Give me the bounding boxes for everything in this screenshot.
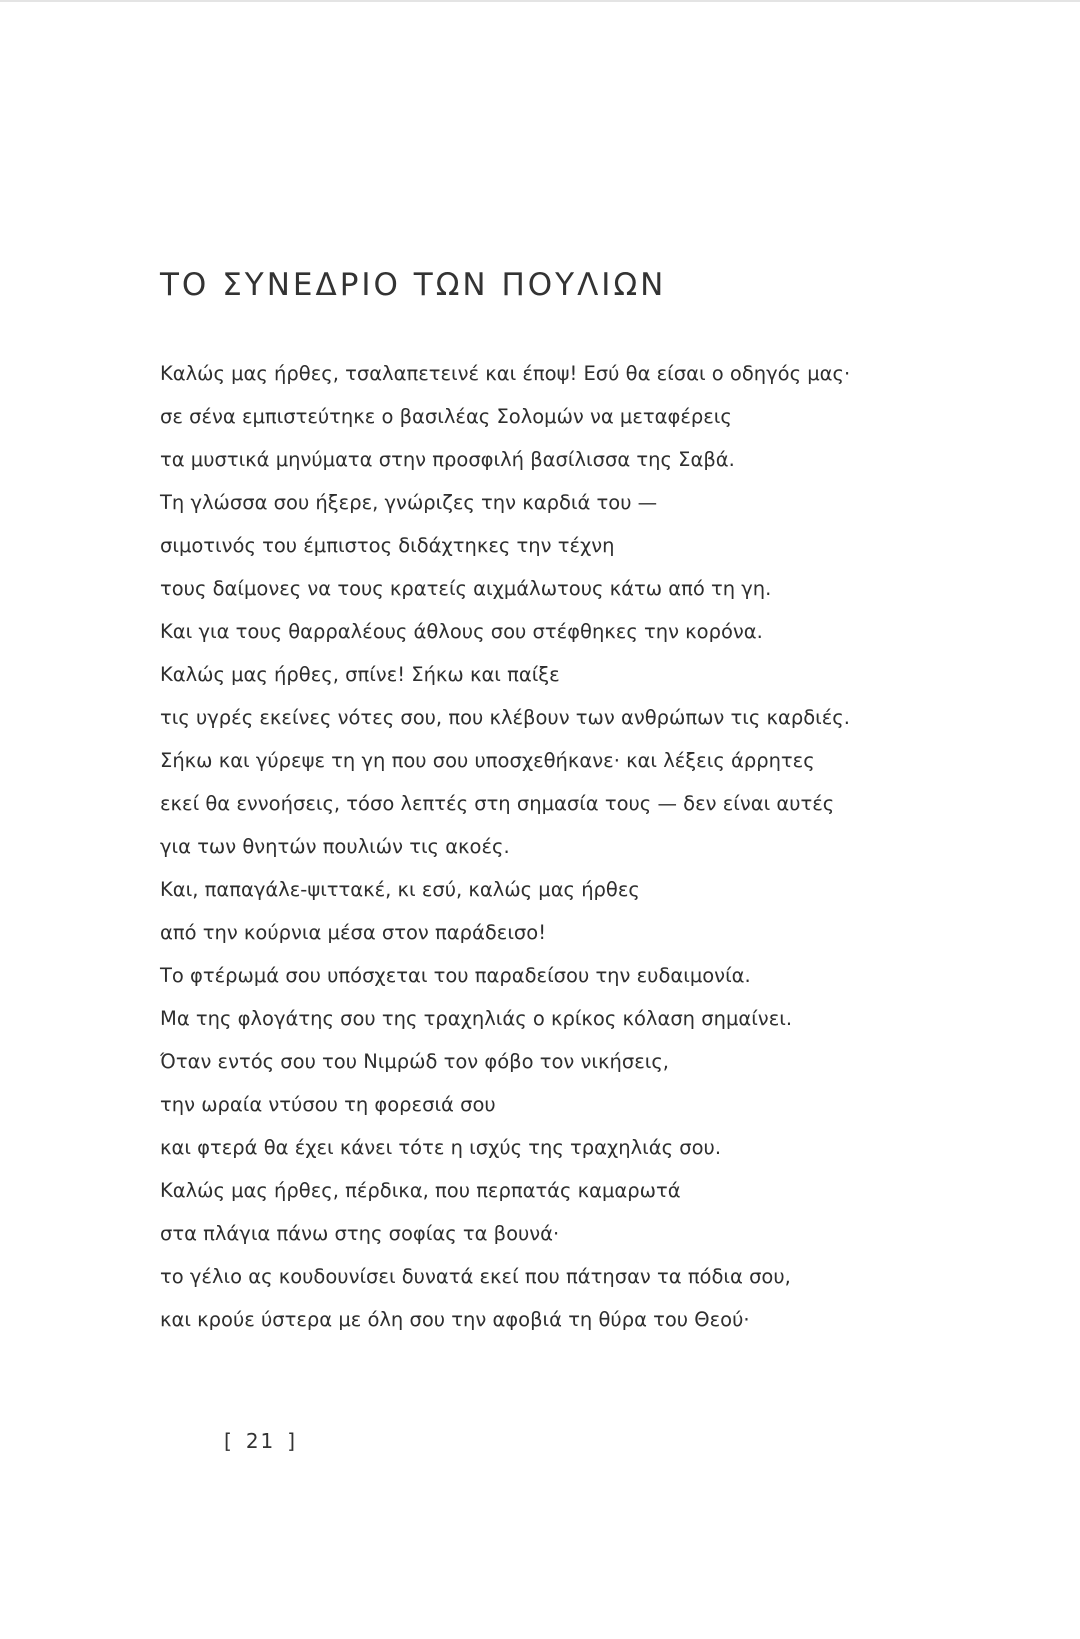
- poem-line: την ωραία ντύσου τη φορεσιά σου: [160, 1093, 496, 1116]
- poem-line: Τη γλώσσα σου ήξερε, γνώριζες την καρδιά του —: [160, 491, 658, 514]
- page-number-value: 21: [245, 1429, 276, 1453]
- poem-line: τις υγρές εκείνες νότες σου, που κλέβουν των ανθρώπων τις καρδιές.: [160, 706, 850, 729]
- poem-line: Καλώς μας ήρθες, σπίνε! Σήκω και παίξε: [160, 663, 560, 686]
- poem-line: το γέλιο ας κουδουνίσει δυνατά εκεί που πάτησαν τα πόδια σου,: [160, 1265, 791, 1288]
- page-number-bracket-close: ]: [287, 1429, 298, 1453]
- poem-line: Καλώς μας ήρθες, πέρδικα, που περπατάς καμαρωτά: [160, 1179, 681, 1202]
- poem-line: σιμοτινός του έμπιστος διδάχτηκες την τέχνη: [160, 534, 615, 557]
- poem-body: [160, 356, 980, 1345]
- poem-line: Όταν εντός σου του Νιμρώδ τον φόβο τον νικήσεις,: [160, 1050, 669, 1073]
- poem-line: εκεί θα εννοήσεις, τόσο λεπτές στη σημασία τους — δεν είναι αυτές: [160, 792, 835, 815]
- poem-line: τους δαίμονες να τους κρατείς αιχμάλωτους κάτω από τη γη.: [160, 577, 772, 600]
- page-top-edge: [0, 0, 1080, 2]
- poem-line: σε σένα εμπιστεύτηκε ο βασιλέας Σολομών να μεταφέρεις: [160, 405, 732, 428]
- poem-line: τα μυστικά μηνύματα στην προσφιλή βασίλισσα της Σαβά.: [160, 448, 735, 471]
- poem-line: για των θνητών πουλιών τις ακοές.: [160, 835, 510, 858]
- poem-line: Και για τους θαρραλέους άθλους σου στέφθηκες την κορόνα.: [160, 620, 763, 643]
- poem-line: από την κούρνια μέσα στον παράδεισο!: [160, 921, 547, 944]
- poem-line: Σήκω και γύρεψε τη γη που σου υποσχεθήκανε· και λέξεις άρρητες: [160, 749, 815, 772]
- poem-line: στα πλάγια πάνω στης σοφίας τα βουνά·: [160, 1222, 560, 1245]
- poem-line: Καλώς μας ήρθες, τσαλαπετεινέ και έποψ! Εσύ θα είσαι ο οδηγός μας·: [160, 362, 851, 385]
- poem-line: Το φτέρωμά σου υπόσχεται του παραδείσου την ευδαιμονία.: [160, 964, 751, 987]
- page-number: [224, 1429, 297, 1453]
- page-number-bracket-open: [: [224, 1429, 234, 1453]
- poem-title: ΤΟ ΣΥΝΕΔΡΙΟ ΤΩΝ ΠΟΥΛΙΩΝ: [160, 267, 667, 303]
- poem-line: Και, παπαγάλε-ψιττακέ, κι εσύ, καλώς μας ήρθες: [160, 878, 640, 901]
- poem-line: και φτερά θα έχει κάνει τότε η ισχύς της τραχηλιάς σου.: [160, 1136, 722, 1159]
- poem-line: Μα της φλογάτης σου της τραχηλιάς ο κρίκος κόλαση σημαίνει.: [160, 1007, 793, 1030]
- poem-line: και κρούε ύστερα με όλη σου την αφοβιά τη θύρα του Θεού·: [160, 1308, 750, 1331]
